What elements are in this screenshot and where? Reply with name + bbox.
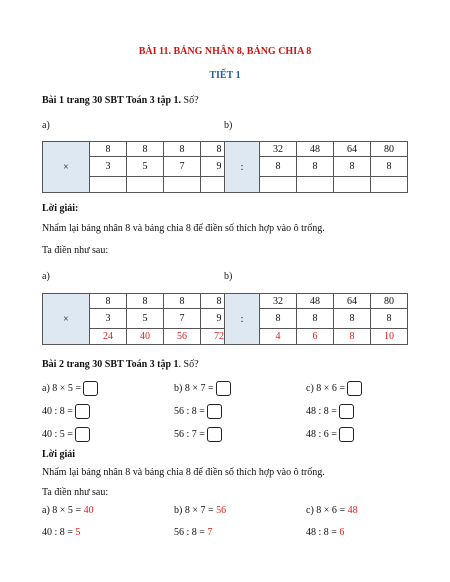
operator-cell: : [225,142,260,193]
empty-answer-cell[interactable] [297,177,334,193]
question-item: 48 : 8 = [306,404,354,419]
empty-answer-cell[interactable] [334,177,371,193]
table-cell: 8 [164,142,201,157]
question-item: 40 : 8 = [42,404,90,419]
answer-table-divide [224,293,408,345]
table-multiply [42,141,238,193]
answer-cell: 40 [127,329,164,345]
exercise2-heading-bold: Bài 2 trang 30 SBT Toán 3 tập 1 [42,359,179,370]
answer-box[interactable] [207,427,222,442]
empty-answer-cell[interactable] [164,177,201,193]
page-subtitle: TIẾT 1 [209,70,241,81]
table-divide [224,141,408,193]
answer-box[interactable] [83,381,98,396]
answer-cell: 10 [371,329,408,345]
table-cell: 8 [164,294,201,309]
answer-box[interactable] [339,404,354,419]
answer-table-multiply [42,293,238,345]
table-cell: 8 [90,142,127,157]
question-item: a) 8 × 5 = [42,381,98,396]
table-cell: 5 [127,309,164,329]
table-cell: 8 [201,142,238,157]
empty-answer-cell[interactable] [127,177,164,193]
answer-cell: 56 [164,329,201,345]
operator-cell: : [225,294,260,345]
table-cell: 48 [297,142,334,157]
answer-item: b) 8 × 7 = 56 [174,505,227,516]
table-cell: 8 [334,309,371,329]
table-cell: 7 [164,157,201,177]
answer-item: 56 : 8 = 7 [174,527,213,538]
exercise2-heading-rest: . Số? [178,359,199,370]
solution-title: Lời giải [42,449,76,460]
solution-text: Ta điền như sau: [42,487,109,498]
question-item: 56 : 7 = [174,427,222,442]
table-cell: 48 [297,294,334,309]
table-cell: 8 [127,294,164,309]
label-b: b) [224,271,233,282]
answer-box[interactable] [216,381,231,396]
answer-box[interactable] [207,404,222,419]
table-cell: 8 [371,157,408,177]
answer-box[interactable] [347,381,362,396]
exercise1-heading-bold: Bài 1 trang 30 SBT Toán 3 tập 1. [42,95,182,106]
exercise1-heading [42,95,199,106]
question-item: b) 8 × 7 = [174,381,231,396]
table-cell: 8 [201,294,238,309]
empty-answer-cell[interactable] [260,177,297,193]
answer-cell: 6 [297,329,334,345]
table-cell: 9 [201,309,238,329]
table-cell: 32 [260,142,297,157]
label-a: a) [42,271,50,282]
page-title: BÀI 11. BẢNG NHÂN 8, BẢNG CHIA 8 [138,46,312,57]
table-cell: 3 [90,157,127,177]
table-cell: 8 [297,309,334,329]
answer-item: 48 : 8 = 6 [306,527,345,538]
answer-box[interactable] [339,427,354,442]
table-cell: 80 [371,142,408,157]
table-cell: 8 [260,309,297,329]
label-b: b) [224,120,233,131]
solution-text: Ta điền như sau: [42,245,109,256]
solution-title: Lời giải: [42,203,79,214]
table-cell: 3 [90,309,127,329]
answer-box[interactable] [75,404,90,419]
answer-cell: 24 [90,329,127,345]
table-cell: 9 [201,157,238,177]
exercise1-heading-rest: Số? [181,95,199,106]
empty-answer-cell[interactable] [371,177,408,193]
question-item: 40 : 5 = [42,427,90,442]
answer-cell: 72 [201,329,238,345]
table-cell: 80 [371,294,408,309]
question-item: 48 : 6 = [306,427,354,442]
answer-cell: 8 [334,329,371,345]
operator-cell: × [43,142,90,193]
solution-text: Nhẩm lại bảng nhân 8 và bảng chia 8 để điền số thích hợp vào ô trống. [42,223,325,234]
answer-item: 40 : 8 = 5 [42,527,81,538]
table-cell: 8 [90,294,127,309]
table-cell: 64 [334,142,371,157]
question-item: 56 : 8 = [174,404,222,419]
exercise2-heading [42,359,199,370]
table-cell: 8 [334,157,371,177]
question-item: c) 8 × 6 = [306,381,362,396]
answer-box[interactable] [75,427,90,442]
answer-cell: 4 [260,329,297,345]
table-cell: 8 [127,142,164,157]
table-cell: 8 [371,309,408,329]
table-cell: 8 [297,157,334,177]
answer-item: c) 8 × 6 = 48 [306,505,358,516]
table-cell: 64 [334,294,371,309]
operator-cell: × [43,294,90,345]
answer-item: a) 8 × 5 = 40 [42,505,94,516]
label-a: a) [42,120,50,131]
table-cell: 32 [260,294,297,309]
empty-answer-cell[interactable] [90,177,127,193]
solution-text: Nhẩm lại bảng nhân 8 và bảng chia 8 để điền số thích hợp vào ô trống. [42,467,325,478]
table-cell: 8 [260,157,297,177]
table-cell: 5 [127,157,164,177]
table-cell: 7 [164,309,201,329]
